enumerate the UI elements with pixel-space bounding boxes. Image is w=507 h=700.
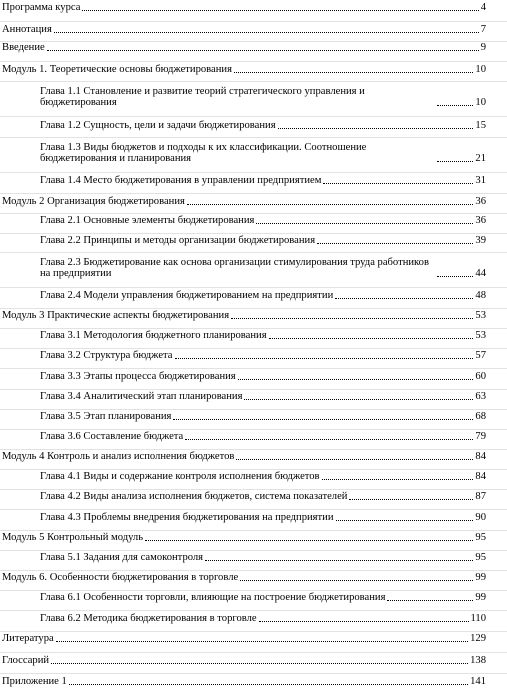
- toc-entry[interactable]: [40, 291, 486, 302]
- toc-entry-page: 95: [475, 532, 486, 544]
- toc-entry[interactable]: [40, 140, 486, 165]
- toc-entry[interactable]: [2, 573, 486, 584]
- dot-leader: [256, 223, 473, 224]
- toc-entry-page: 99: [475, 572, 486, 584]
- toc-entry-page: 63: [475, 391, 486, 403]
- entry-separator: [0, 252, 507, 253]
- toc-entry[interactable]: [40, 392, 486, 403]
- dot-leader: [238, 379, 474, 380]
- toc-entry-page: 87: [475, 491, 486, 503]
- toc-entry[interactable]: [2, 3, 486, 14]
- toc-entry-page: 57: [475, 350, 486, 362]
- toc-entry-page: 129: [470, 633, 486, 645]
- toc-entry[interactable]: [40, 216, 486, 227]
- toc-entry[interactable]: [2, 533, 486, 544]
- toc-entry[interactable]: [40, 331, 486, 342]
- toc-entry[interactable]: [2, 25, 486, 36]
- dot-leader: [236, 459, 473, 460]
- entry-separator: [0, 449, 507, 450]
- entry-separator: [0, 348, 507, 349]
- toc-entry-title: Глава 2.2 Принципы и методы организации бюджетирования: [40, 235, 316, 247]
- toc-entry-page: 110: [470, 613, 486, 625]
- toc-entry-title: Глава 1.1 Становление и развитие теорий стратегического управления и бюджетирования: [40, 85, 365, 109]
- toc-entry-page: 95: [475, 552, 486, 564]
- toc-entry-title: Модуль 6. Особенности бюджетирования в торговле: [2, 572, 239, 584]
- entry-separator: [0, 509, 507, 510]
- dot-leader: [336, 520, 474, 521]
- toc-entry[interactable]: [2, 656, 486, 667]
- toc-entry-page: 141: [470, 676, 486, 688]
- toc-entry-title: Глава 1.3 Виды бюджетов и подходы к их классификации. Соотношение бюджетирования и планирования: [40, 141, 367, 165]
- toc-entry[interactable]: [2, 677, 486, 688]
- entry-separator: [0, 389, 507, 390]
- toc-entry[interactable]: [40, 121, 486, 132]
- toc-entry-title: Аннотация: [2, 24, 52, 36]
- entry-separator: [0, 550, 507, 551]
- toc-entry-title: Глава 5.1 Задания для самоконтроля: [40, 552, 204, 564]
- toc-entry[interactable]: [2, 65, 486, 76]
- dot-leader: [69, 684, 468, 685]
- dot-leader: [322, 479, 474, 480]
- entry-separator: [0, 652, 507, 653]
- dot-leader: [82, 10, 478, 11]
- dot-leader: [349, 499, 473, 500]
- dot-leader: [175, 358, 474, 359]
- toc-entry[interactable]: [2, 452, 486, 463]
- toc-entry-title: Глава 3.3 Этапы процесса бюджетирования: [40, 371, 236, 383]
- entry-separator: [0, 590, 507, 591]
- toc-entry-title: Модуль 5 Контрольный модуль: [2, 532, 144, 544]
- dot-leader: [323, 183, 473, 184]
- toc-entry-title: Литература: [2, 633, 54, 645]
- toc-entry-title: Глоссарий: [2, 655, 50, 667]
- toc-entry-title: Глава 6.2 Методика бюджетирования в торговле: [40, 613, 257, 625]
- toc-entry-title: Приложение 1: [2, 676, 67, 688]
- toc-entry-page: 31: [475, 175, 486, 187]
- dot-leader: [244, 399, 473, 400]
- dot-leader: [173, 419, 473, 420]
- toc-entry-page: 7: [480, 24, 486, 36]
- entry-separator: [0, 673, 507, 674]
- entry-separator: [0, 41, 507, 42]
- entry-separator: [0, 193, 507, 194]
- toc-entry-page: 138: [470, 655, 486, 667]
- toc-entry-page: 39: [475, 235, 486, 247]
- toc-entry[interactable]: [40, 412, 486, 423]
- toc-entry[interactable]: [40, 255, 486, 280]
- toc-entry-title: Модуль 1. Теоретические основы бюджетирования: [2, 64, 232, 76]
- dot-leader: [335, 298, 473, 299]
- toc-entry-page: 36: [475, 196, 486, 208]
- entry-separator: [0, 469, 507, 470]
- dot-leader: [437, 276, 473, 277]
- toc-entry[interactable]: [2, 43, 486, 54]
- toc-entry-page: 10: [475, 64, 486, 76]
- toc-entry[interactable]: [40, 492, 486, 503]
- dot-leader: [185, 439, 473, 440]
- dot-leader: [231, 318, 473, 319]
- dot-leader: [56, 641, 468, 642]
- toc-entry-page: 36: [475, 215, 486, 227]
- toc-entry-page: 4: [480, 2, 486, 14]
- toc-entry-title: Глава 3.6 Составление бюджета: [40, 431, 184, 443]
- toc-entry[interactable]: [40, 351, 486, 362]
- toc-entry[interactable]: [40, 176, 486, 187]
- toc-entry-title: Глава 4.3 Проблемы внедрения бюджетирования на предприятии: [40, 512, 334, 524]
- toc-entry[interactable]: [40, 593, 486, 604]
- toc-entry-title: Глава 1.4 Место бюджетирования в управлении предприятием: [40, 175, 322, 187]
- dot-leader: [437, 161, 473, 162]
- toc-entry[interactable]: [40, 236, 486, 247]
- dot-leader: [54, 32, 479, 33]
- toc-entry-title: Глава 3.5 Этап планирования: [40, 411, 172, 423]
- entry-separator: [0, 81, 507, 82]
- toc-entry-title: Глава 3.4 Аналитический этап планирования: [40, 391, 243, 403]
- toc-entry-page: 99: [475, 592, 486, 604]
- dot-leader: [387, 600, 473, 601]
- toc-entry[interactable]: [40, 553, 486, 564]
- entry-separator: [0, 368, 507, 369]
- entry-separator: [0, 489, 507, 490]
- dot-leader: [269, 338, 474, 339]
- entry-separator: [0, 429, 507, 430]
- entry-separator: [0, 409, 507, 410]
- dot-leader: [51, 663, 468, 664]
- toc-entry-page: 21: [475, 153, 486, 165]
- entry-separator: [0, 631, 507, 632]
- toc-entry-title: Глава 3.1 Методология бюджетного планирования: [40, 330, 267, 342]
- entry-separator: [0, 116, 507, 117]
- dot-leader: [259, 621, 469, 622]
- entry-separator: [0, 308, 507, 309]
- dot-leader: [278, 128, 474, 129]
- toc-entry-title: Модуль 4 Контроль и анализ исполнения бюджетов: [2, 451, 235, 463]
- dot-leader: [187, 204, 474, 205]
- toc-entry[interactable]: [2, 311, 486, 322]
- toc-entry-page: 90: [475, 512, 486, 524]
- toc-entry-page: 79: [475, 431, 486, 443]
- toc-entry-page: 48: [475, 290, 486, 302]
- toc-entry-page: 10: [475, 97, 486, 109]
- toc-entry-page: 68: [475, 411, 486, 423]
- dot-leader: [205, 560, 473, 561]
- toc-entry-title: Глава 2.4 Модели управления бюджетированием на предприятии: [40, 290, 334, 302]
- toc-entry-title: Глава 4.2 Виды анализа исполнения бюджетов, система показателей: [40, 491, 348, 503]
- toc-entry-page: 60: [475, 371, 486, 383]
- toc-entry-title: Глава 3.2 Структура бюджета: [40, 350, 173, 362]
- entry-separator: [0, 213, 507, 214]
- entry-separator: [0, 172, 507, 173]
- toc-entry-page: 15: [475, 120, 486, 132]
- toc-entry-title: Модуль 2 Организация бюджетирования: [2, 196, 185, 208]
- entry-separator: [0, 610, 507, 611]
- toc-entry[interactable]: [2, 634, 486, 645]
- toc-entry-title: Глава 2.1 Основные элементы бюджетирования: [40, 215, 255, 227]
- toc-entry-page: 84: [475, 471, 486, 483]
- entry-separator: [0, 21, 507, 22]
- toc-entry[interactable]: [40, 372, 486, 383]
- toc-entry-title: Глава 1.2 Сущность, цели и задачи бюджетирования: [40, 120, 276, 132]
- dot-leader: [437, 105, 473, 106]
- toc-entry-title: Программа курса: [2, 2, 81, 14]
- toc-entry-page: 44: [475, 268, 486, 280]
- toc-entry[interactable]: [40, 84, 486, 109]
- entry-separator: [0, 570, 507, 571]
- entry-separator: [0, 328, 507, 329]
- dot-leader: [240, 580, 473, 581]
- entry-separator: [0, 61, 507, 62]
- toc-entry-page: 53: [475, 310, 486, 322]
- dot-leader: [47, 50, 479, 51]
- toc-entry[interactable]: [40, 472, 486, 483]
- toc-entry-title: Глава 6.1 Особенности торговли, влияющие на построение бюджетирования: [40, 592, 386, 604]
- toc-entry[interactable]: [40, 614, 486, 625]
- entry-separator: [0, 233, 507, 234]
- dot-leader: [317, 243, 473, 244]
- entry-separator: [0, 287, 507, 288]
- toc-entry-page: 53: [475, 330, 486, 342]
- toc-entry-title: Модуль 3 Практические аспекты бюджетирования: [2, 310, 230, 322]
- toc-entry-page: 9: [480, 42, 486, 54]
- dot-leader: [234, 72, 473, 73]
- entry-separator: [0, 137, 507, 138]
- entry-separator: [0, 530, 507, 531]
- toc-entry[interactable]: [40, 513, 486, 524]
- toc-entry-page: 84: [475, 451, 486, 463]
- toc-entry-title: Глава 4.1 Виды и содержание контроля исполнения бюджетов: [40, 471, 320, 483]
- toc-entry-title: Введение: [2, 42, 45, 54]
- toc-entry[interactable]: [40, 432, 486, 443]
- toc-entry-title: Глава 2.3 Бюджетирование как основа организации стимулирования труда работников на предприятии: [40, 256, 429, 280]
- dot-leader: [145, 540, 473, 541]
- toc-entry[interactable]: [2, 197, 486, 208]
